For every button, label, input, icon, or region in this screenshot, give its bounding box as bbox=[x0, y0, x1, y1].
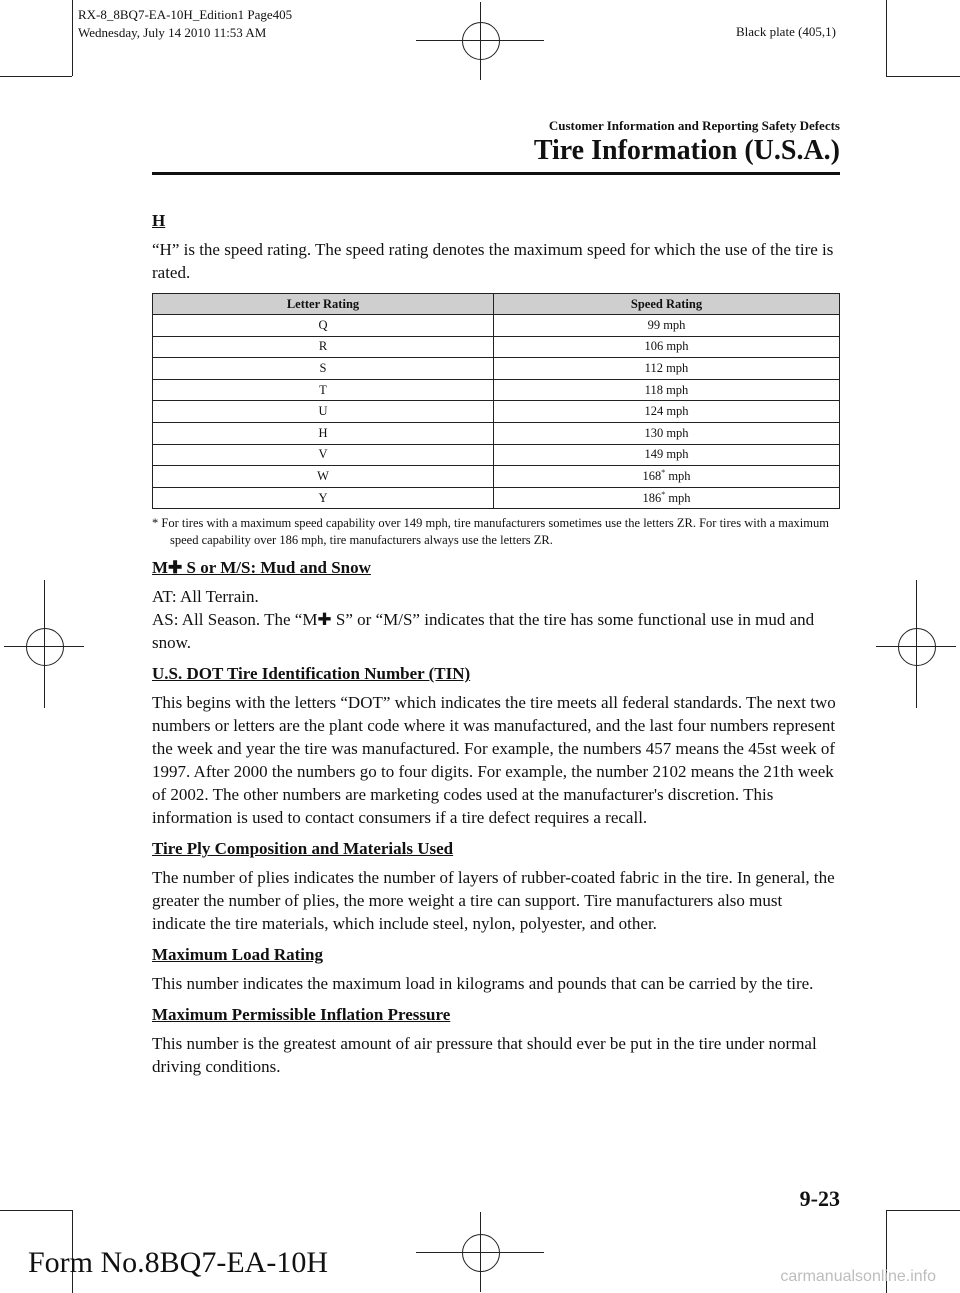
h-description: “H” is the speed rating. The speed rating denotes the maximum speed for which the use of the tire is rated. bbox=[152, 240, 834, 282]
speed-rating-table bbox=[152, 293, 840, 509]
speed-cell: 130 mph bbox=[494, 422, 840, 444]
table-row bbox=[153, 358, 840, 380]
watermark: carmanualsonline.info bbox=[780, 1268, 936, 1285]
table-row bbox=[153, 315, 840, 337]
load-heading: Maximum Load Rating bbox=[152, 945, 323, 965]
letter-cell: T bbox=[153, 379, 494, 401]
mud-snow-heading: M✚ S or M/S: Mud and Snow bbox=[152, 558, 371, 578]
registration-mark bbox=[462, 1234, 500, 1272]
letter-cell: R bbox=[153, 336, 494, 358]
registration-mark bbox=[898, 628, 936, 666]
main-content bbox=[152, 210, 840, 1087]
table-footnote: * For tires with a maximum speed capability over 149 mph, tire manufacturers sometimes use the letters ZR. For tires with a maximum speed capability over 186 mph, tire manufacturers always use the letters ZR. bbox=[152, 516, 829, 548]
letter-cell: Q bbox=[153, 315, 494, 337]
table-row bbox=[153, 466, 840, 488]
date-line: Wednesday, July 14 2010 11:53 AM bbox=[78, 25, 267, 40]
speed-cell bbox=[494, 466, 840, 488]
letter-cell: U bbox=[153, 401, 494, 423]
all-terrain-text: AT: All Terrain. bbox=[152, 587, 259, 607]
crop-mark bbox=[0, 1210, 72, 1211]
load-description: This number indicates the maximum load in kilograms and pounds that can be carried by the tire. bbox=[152, 974, 814, 994]
registration-mark bbox=[26, 628, 64, 666]
footnote-marker: * bbox=[661, 468, 666, 478]
speed-unit: mph bbox=[665, 469, 691, 484]
tin-description: This begins with the letters “DOT” which indicates the tire meets all federal standards. The next two numbers or letters are the plant code where it was manufactured, and the last four numbers represent the week and year the tire was manufactured. For example, the numbers 457 means the 45st week of 1997. After 2000 the numbers go to four digits. For example, the number 2102 means the 21th week of 2002. The other numbers are marketing codes used at the manufacturer's discretion. This information is used to contact consumers if a tire defect requires a recall. bbox=[152, 693, 836, 828]
all-season-text: AS: All Season. The “M✚ S” or “M/S” indicates that the tire has some functional use in mud and snow. bbox=[152, 610, 815, 653]
column-header-speed: Speed Rating bbox=[494, 294, 840, 315]
ply-description: The number of plies indicates the number of layers of rubber-coated fabric in the tire. In general, the greater the number of plies, the more weight a tire can support. Tire manufacturers also must indicate the tire materials, which include steel, nylon, polyester, and other. bbox=[152, 868, 835, 934]
table-row bbox=[153, 487, 840, 509]
registration-mark bbox=[462, 22, 500, 60]
section-label: Customer Information and Reporting Safety Defects bbox=[548, 118, 840, 133]
letter-cell: Y bbox=[153, 487, 494, 509]
heading-divider bbox=[152, 172, 840, 175]
pressure-description: This number is the greatest amount of air pressure that should ever be put in the tire under normal driving conditions. bbox=[152, 1034, 817, 1077]
crop-mark bbox=[72, 0, 73, 76]
crop-mark bbox=[0, 76, 72, 77]
speed-cell: 106 mph bbox=[494, 336, 840, 358]
speed-cell: 124 mph bbox=[494, 401, 840, 423]
pressure-heading: Maximum Permissible Inflation Pressure bbox=[152, 1005, 451, 1025]
tin-heading: U.S. DOT Tire Identification Number (TIN) bbox=[152, 664, 471, 684]
file-line: RX-8_8BQ7-EA-10H_Edition1 Page405 bbox=[78, 7, 293, 22]
table-row bbox=[153, 401, 840, 423]
crop-mark bbox=[886, 0, 887, 76]
table-row bbox=[153, 444, 840, 466]
print-metadata bbox=[78, 6, 292, 42]
form-number: Form No.8BQ7-EA-10H bbox=[28, 1246, 328, 1279]
column-header-letter: Letter Rating bbox=[153, 294, 494, 315]
speed-value: 168 bbox=[642, 469, 662, 484]
letter-cell: V bbox=[153, 444, 494, 466]
crop-mark bbox=[886, 1210, 960, 1211]
plate-label: Black plate (405,1) bbox=[736, 24, 836, 39]
footnote-marker: * bbox=[661, 489, 666, 499]
letter-cell: W bbox=[153, 466, 494, 488]
letter-cell: S bbox=[153, 358, 494, 380]
speed-unit: mph bbox=[665, 491, 691, 506]
table-row bbox=[153, 336, 840, 358]
speed-cell: 99 mph bbox=[494, 315, 840, 337]
crop-mark bbox=[886, 76, 960, 77]
speed-value: 186 bbox=[642, 491, 662, 506]
speed-cell bbox=[494, 487, 840, 509]
speed-cell: 112 mph bbox=[494, 358, 840, 380]
h-heading: H bbox=[152, 211, 166, 230]
letter-cell: H bbox=[153, 422, 494, 444]
speed-cell: 149 mph bbox=[494, 444, 840, 466]
table-row bbox=[153, 379, 840, 401]
ply-heading: Tire Ply Composition and Materials Used bbox=[152, 839, 454, 859]
table-header-row bbox=[153, 294, 840, 315]
page-number: 9-23 bbox=[799, 1186, 840, 1211]
speed-cell: 118 mph bbox=[494, 379, 840, 401]
table-row bbox=[153, 422, 840, 444]
page-title: Tire Information (U.S.A.) bbox=[533, 135, 840, 166]
